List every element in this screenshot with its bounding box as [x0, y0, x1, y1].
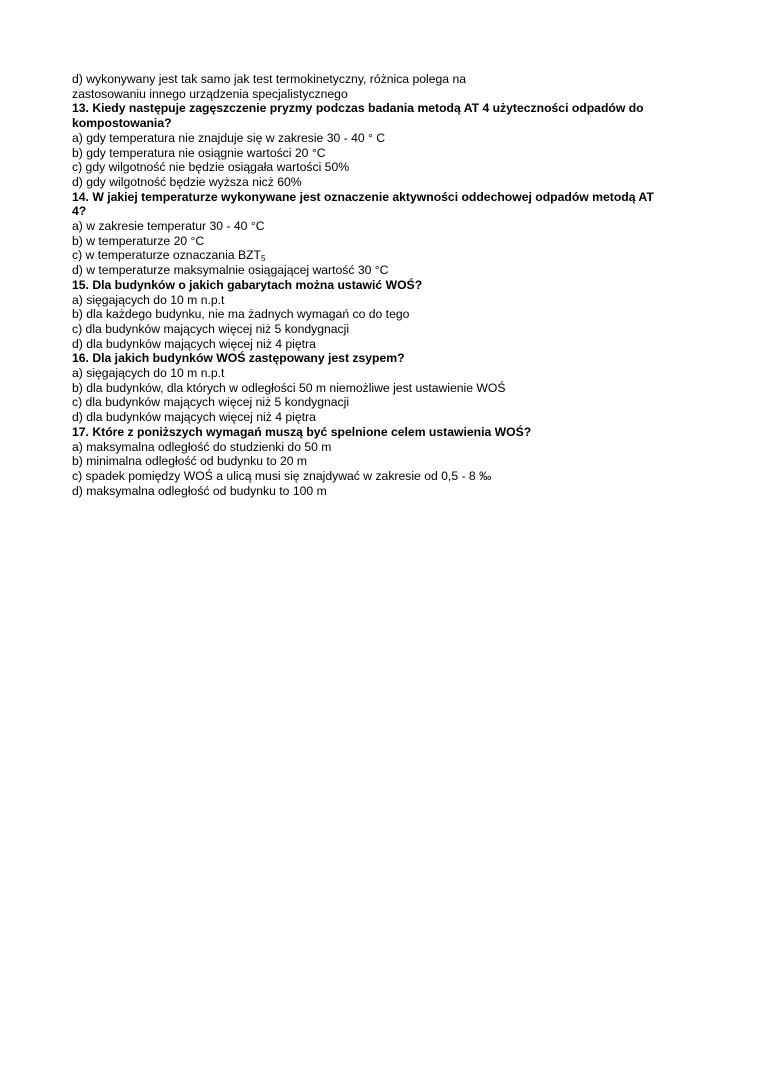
question-16: 16. Dla jakich budynków WOŚ zastępowany jest zsypem? — [72, 351, 405, 366]
answer-14a: a) w zakresie temperatur 30 - 40 °C — [72, 219, 265, 234]
question-14: 14. W jakiej temperaturze wykonywane jest oznaczenie aktywności oddechowej odpadów metodą AT — [72, 189, 654, 204]
bzt-subscript: 5 — [260, 254, 266, 264]
continuation-line: d) wykonywany jest tak samo jak test termokinetyczny, różnica polega na — [72, 72, 467, 86]
answer-14c-text: c) w temperaturze oznaczania BZT — [72, 248, 261, 263]
answer-14c — [72, 248, 692, 263]
answer-15b: b) dla każdego budynku, nie ma żadnych wymagań co do tego — [72, 307, 410, 322]
document-page — [72, 72, 692, 498]
answer-15a: a) sięgających do 10 m n.p.t — [72, 292, 225, 307]
answer-13d: d) gdy wilgotność będzie wyższa nicż 60% — [72, 174, 302, 189]
answer-15d: d) dla budynków mających więcej niż 4 piętra — [72, 336, 316, 351]
question-14-cont: 4? — [72, 204, 87, 219]
question-17: 17. Które z poniższych wymagań muszą być spelnione celem ustawienia WOŚ? — [72, 424, 532, 439]
question-15: 15. Dla budynków o jakich gabarytach można ustawić WOŚ? — [72, 277, 423, 292]
answer-15c: c) dla budynków mających więcej niż 5 kondygnacji — [72, 321, 350, 336]
question-13-cont: kompostowania? — [72, 116, 172, 131]
question-13: 13. Kiedy następuje zagęszczenie pryzmy podczas badania metodą AT 4 użyteczności odpadów do — [72, 101, 644, 116]
answer-14b: b) w temperaturze 20 °C — [72, 233, 205, 248]
answer-13a: a) gdy temperatura nie znajduje się w zakresie 30 - 40 ° C — [72, 130, 386, 145]
answer-14d: d) w temperaturze maksymalnie osiągającej wartość 30 °C — [72, 263, 389, 278]
answer-17b: b) minimalna odległość od budynku to 20 m — [72, 454, 308, 469]
continuation-line: zastosowaniu innego urządzenia specjalistycznego — [72, 86, 348, 101]
answer-17c: c) spadek pomiędzy WOŚ a ulicą musi się znajdywać w zakresie od 0,5 - 8 ‰ — [72, 468, 492, 483]
answer-17d: d) maksymalna odległość od budynku to 100 m — [72, 483, 327, 498]
answer-16a: a) sięgających do 10 m n.p.t — [72, 366, 225, 381]
answer-16c: c) dla budynków mających więcej niż 5 kondygnacji — [72, 395, 350, 410]
answer-13c: c) gdy wilgotność nie będzie osiągała wartości 50% — [72, 160, 350, 175]
answer-16d: d) dla budynków mających więcej niż 4 piętra — [72, 410, 316, 425]
answer-13b: b) gdy temperatura nie osiągnie wartości 20 °C — [72, 145, 326, 160]
answer-16b: b) dla budynków, dla których w odległości 50 m niemożliwe jest ustawienie WOŚ — [72, 380, 506, 395]
answer-17a: a) maksymalna odległość do studzienki do 50 m — [72, 439, 332, 454]
